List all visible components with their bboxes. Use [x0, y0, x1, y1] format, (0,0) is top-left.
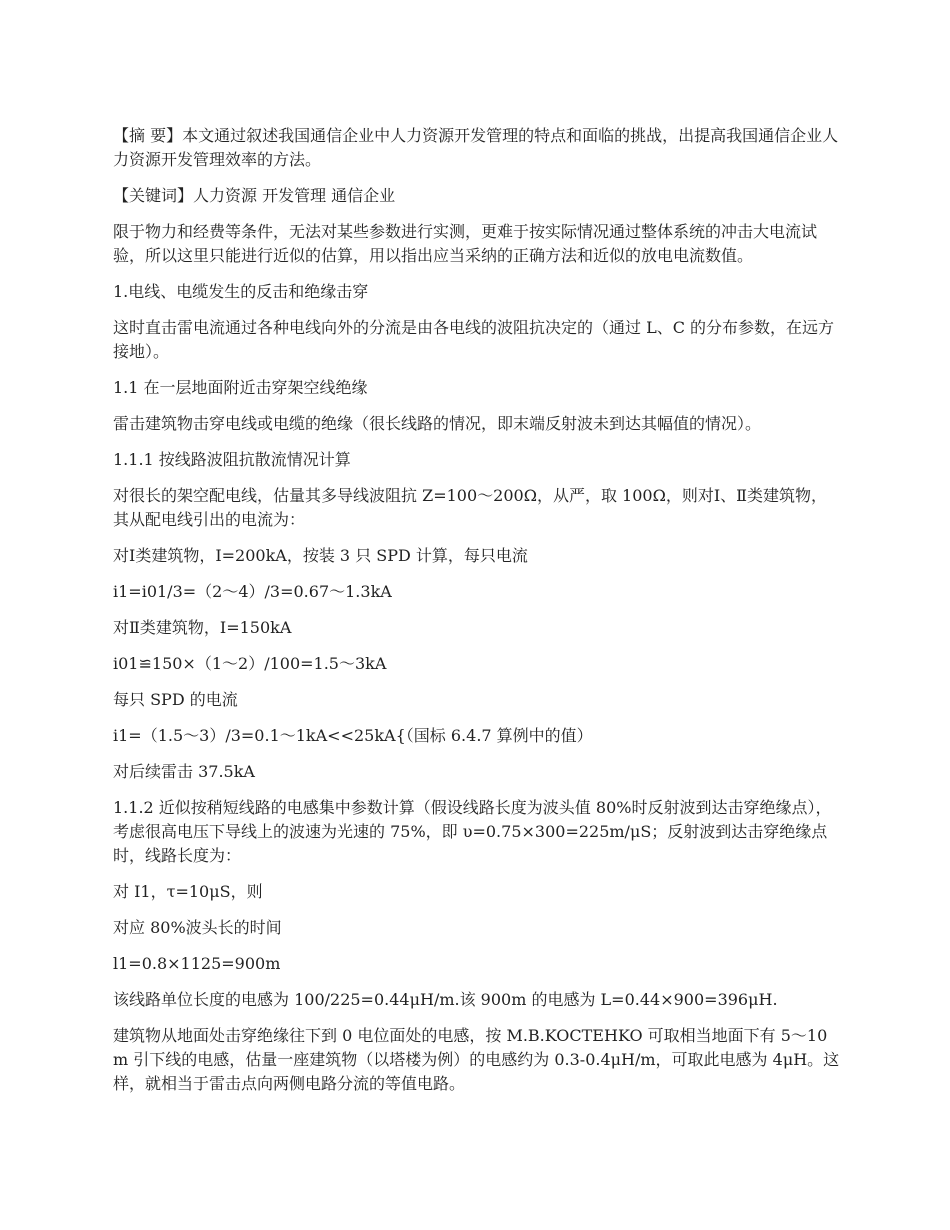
body-paragraph: 对Ⅰ类建筑物，I=200kA，按装 3 只 SPD 计算，每只电流 [113, 546, 528, 565]
body-paragraph: 该线路单位长度的电感为 100/225=0.44μH/m.该 900m 的电感为 L=0.44×900=396μH. [113, 990, 778, 1009]
body-paragraph: 对很长的架空配电线，估量其多导线波阻抗 Z=100～200Ω，从严，取 100Ω，则对Ⅰ、Ⅱ类建筑物，其从配电线引出的电流为： [113, 486, 828, 529]
section-heading: 1.1 在一层地面附近击穿架空线绝缘 [113, 378, 368, 397]
body-paragraph: 限于物力和经费等条件，无法对某些参数进行实测，更难于按实际情况通过整体系统的冲击大电流试验，所以这里只能进行近似的估算，用以指出应当采纳的正确方法和近似的放电电流数值。 [113, 222, 818, 265]
abstract-paragraph: 【摘 要】本文通过叙述我国通信企业中人力资源开发管理的特点和面临的挑战，出提高我国通信企业人力资源开发管理效率的方法。 [113, 126, 839, 169]
keywords-paragraph: 【关键词】人力资源 开发管理 通信企业 [113, 186, 396, 205]
body-paragraph: 对后续雷击 37.5kA [113, 762, 255, 781]
document-page [113, 124, 840, 1108]
body-paragraph: 这时直击雷电流通过各种电线向外的分流是由各电线的波阻抗决定的（通过 L、C 的分布参数，在远方接地）。 [113, 318, 835, 361]
formula-line: l1=0.8×1125=900m [113, 954, 281, 973]
body-paragraph: 对Ⅱ类建筑物，I=150kA [113, 618, 292, 637]
section-heading: 1.1.1 按线路波阻抗散流情况计算 [113, 450, 351, 469]
body-paragraph: 对 I1，τ=10μS，则 [113, 882, 263, 901]
section-heading: 1.电线、电缆发生的反击和绝缘击穿 [113, 282, 369, 301]
section-heading: 1.1.2 近似按稍短线路的电感集中参数计算（假设线路长度为波头值 80%时反射波到达击穿绝缘点），考虑很高电压下导线上的波速为光速的 75%，即 υ=0.75×300=225m/μS；反射波到达击穿绝缘点时，线路长度为： [113, 798, 832, 865]
formula-line: i1=i01/3=（2～4）/3=0.67～1.3kA [113, 582, 392, 601]
body-paragraph: 雷击建筑物击穿电线或电缆的绝缘（很长线路的情况，即末端反射波未到达其幅值的情况）。 [113, 414, 762, 433]
body-paragraph: 每只 SPD 的电流 [113, 690, 238, 709]
body-paragraph: 建筑物从地面处击穿绝缘往下到 0 电位面处的电感，按 M.B.KOCTEHKO 可取相当地面下有 5～10m 引下线的电感，估量一座建筑物（以塔楼为例）的电感约为 0.3-0.4μH/m，可取此电感为 4μH。这样，就相当于雷击点向两侧电路分流的等值电路。 [113, 1026, 840, 1093]
body-paragraph: 对应 80%波头长的时间 [113, 918, 282, 937]
formula-line: i01≌150×（1～2）/100=1.5～3kA [113, 654, 387, 673]
formula-line: i1=（1.5～3）/3=0.1～1kA<<25kA{（国标 6.4.7 算例中的值） [113, 726, 593, 745]
